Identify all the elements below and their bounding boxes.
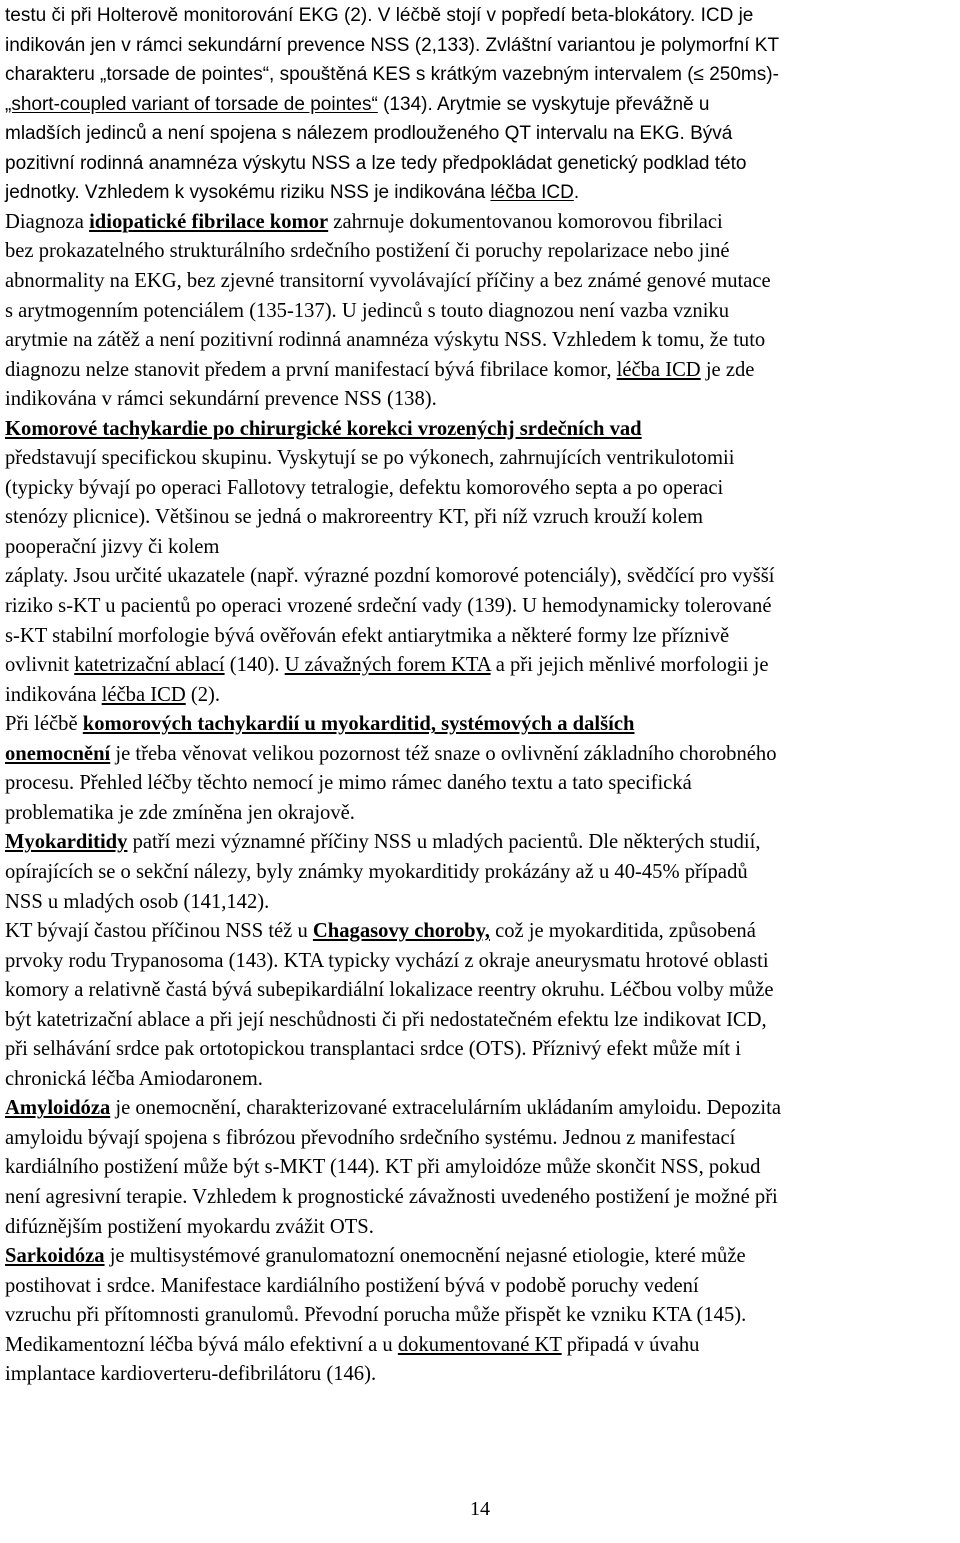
text-segment: je třeba věnovat velikou pozornost též snaze o ovlivnění základního chorobného	[110, 742, 777, 765]
text-line	[5, 1273, 699, 1301]
text-line	[5, 327, 765, 355]
text-line	[5, 91, 709, 119]
text-line	[5, 800, 355, 828]
text-line	[5, 711, 634, 739]
text-segment: není agresivní terapie. Vzhledem k prognostické závažnosti uvedeného postižení je možné při	[5, 1186, 778, 1208]
text-segment: indikována	[5, 683, 102, 706]
underlined-text: léčba ICD	[616, 358, 701, 381]
text-segment: být katetrizační ablace a při její neschůdnosti či při nedostatečném efektu lze indikovat ICD,	[5, 1008, 767, 1031]
underlined-text: Amyloidóza	[5, 1097, 111, 1120]
text-line	[5, 238, 730, 266]
text-segment: pooperační jizvy či kolem	[5, 535, 220, 558]
underlined-text: komorových tachykardií u myokarditid, systémových a dalších	[82, 713, 635, 736]
text-segment: jednotky. Vzhledem k vysokému riziku NSS je indikována	[5, 182, 491, 204]
underlined-text: Komorové tachykardie po chirurgické korekci vrozenýchj srdečních vad	[5, 417, 642, 440]
text-segment: testu či při Holterově monitorování EKG (2). V léčbě stojí v popředí beta-blokátory. ICD je	[5, 5, 754, 26]
text-segment: bez prokazatelného strukturálního srdečního postižení či poruchy repolarizace nebo jiné	[5, 240, 730, 263]
text-line	[5, 889, 269, 917]
text-segment: zahrnuje dokumentovanou komorovou fibrilaci	[328, 210, 723, 233]
text-segment: procesu. Přehled léčby těchto nemocí je mimo rámec daného textu a tato specifická	[5, 772, 692, 795]
underlined-text: onemocnění	[5, 742, 111, 765]
text-line	[5, 1361, 376, 1389]
text-segment: Arytmie se vyskytuje převážně u	[436, 93, 710, 115]
text-line	[5, 120, 732, 148]
text-line	[5, 357, 754, 385]
text-line	[5, 179, 579, 207]
text-segment: kardiálního postižení může být s-MKT (144). KT při amyloidóze může skončit NSS, pokud	[5, 1156, 761, 1179]
underlined-text: idiopatické fibrilace komor	[89, 210, 329, 233]
text-segment: s arytmogenním potenciálem (135-137). U jedinců s touto diagnozou není vazba vzniku	[5, 299, 730, 322]
text-line	[5, 61, 779, 89]
text-segment: je onemocnění, charakterizované extracelulárním ukládaním amyloidu. Depozita	[110, 1097, 782, 1120]
text-line	[5, 268, 771, 296]
text-segment: .	[573, 182, 580, 204]
text-segment: postihovat i srdce. Manifestace kardiálního postižení bývá v podobě poruchy vedení	[5, 1274, 699, 1297]
text-segment: opírajících se o sekční nálezy, byly známky myokarditidy prokázány až u 40-45% případů	[5, 860, 748, 883]
text-segment: představují specifickou skupinu. Vyskytují se po výkonech, zahrnujících ventrikulotomii	[5, 447, 735, 470]
text-segment: Medikamentozní léčba bývá málo efektivní a u	[5, 1333, 398, 1356]
underlined-text: „short-coupled variant of torsade de pointes“	[5, 93, 378, 115]
text-segment: což je myokarditida, způsobená	[489, 920, 756, 943]
text-segment: problematika je zde zmíněna jen okrajově.	[5, 801, 355, 824]
text-segment: patří mezi významné příčiny NSS u mladých pacientů. Dle některých studií,	[127, 831, 761, 854]
text-segment: záplaty. Jsou určité ukazatele (např. výrazné pozdní komorové potenciály), svědčící pro vyšší	[5, 565, 775, 588]
text-line	[5, 298, 729, 326]
text-segment: KT bývají častou příčinou NSS též u	[5, 920, 313, 943]
text-line	[5, 150, 746, 178]
underlined-text: dokumentované KT	[397, 1333, 562, 1356]
text-segment: mladších jedinců a není spojena s nálezem prodlouženého QT intervalu na EKG. Bývá	[5, 123, 733, 145]
text-line	[5, 593, 771, 621]
text-line	[5, 918, 756, 946]
text-line	[5, 534, 219, 562]
text-line	[5, 1332, 699, 1360]
underlined-text: katetrizační ablací	[74, 654, 225, 677]
text-segment: NSS u mladých osob (141,142).	[5, 890, 270, 913]
text-line	[5, 1036, 741, 1064]
text-segment: při selhávání srdce pak ortotopickou transplantaci srdce (OTS). Příznivý efekt může mít i	[5, 1038, 742, 1061]
text-segment: je multisystémové granulomatozní onemocnění nejasné etiologie, které může	[104, 1245, 746, 1268]
text-segment: ovlivnit	[5, 654, 75, 677]
page-number: 14	[470, 1498, 490, 1520]
text-segment: je zde	[700, 358, 755, 381]
text-line	[5, 1214, 374, 1242]
text-line	[5, 2, 753, 30]
text-line	[5, 1066, 263, 1094]
text-line	[5, 652, 769, 680]
text-segment: stenózy plicnice). Většinou se jedná o makroreentry KT, při níž vzruch krouží kolem	[5, 506, 704, 529]
underlined-text: léčba ICD	[101, 683, 186, 706]
text-line	[5, 948, 769, 976]
text-segment: amyloidu bývají spojena s fibrózou převodního srdečního systému. Jednou z manifestací	[5, 1126, 736, 1149]
text-segment: difúznějším postižení myokardu zvážit OTS.	[5, 1215, 374, 1238]
text-line	[5, 32, 779, 60]
text-line	[5, 741, 777, 769]
text-line	[5, 829, 761, 857]
text-segment: (typicky bývají po operaci Fallotovy tetralogie, defektu komorového septa a po operaci	[5, 476, 724, 499]
underlined-text: Sarkoidóza	[5, 1245, 105, 1268]
text-segment: vzruchu při přítomnosti granulomů. Převodní porucha může přispět ke vzniku KTA (145).	[5, 1304, 747, 1327]
text-line	[5, 209, 723, 237]
text-line	[5, 977, 774, 1005]
text-line	[5, 1095, 781, 1123]
text-segment: implantace kardioverteru-defibrilátoru (146).	[5, 1363, 377, 1386]
text-line	[5, 859, 748, 887]
text-line	[5, 623, 729, 651]
text-line	[5, 1125, 735, 1153]
text-segment: charakteru „torsade de pointes“, spouštěná KES s krátkým vazebným intervalem (≤ 250ms)-	[5, 64, 779, 86]
text-segment: Diagnoza	[5, 210, 90, 233]
text-line	[5, 682, 220, 710]
text-line	[5, 1154, 760, 1182]
text-line	[5, 416, 642, 444]
text-segment: Při léčbě	[5, 713, 83, 736]
text-segment: (134).	[377, 93, 437, 115]
underlined-text: Myokarditidy	[5, 831, 128, 854]
text-segment: pozitivní rodinná anamnéza výskytu NSS a lze tedy předpokládat genetický podklad této	[5, 152, 747, 174]
text-line	[5, 563, 775, 591]
text-segment: indikován jen v rámci sekundární prevence NSS (2,133). Zvláštní variantou je polymorfní KT	[5, 34, 780, 56]
underlined-text: Chagasovy choroby,	[312, 920, 490, 943]
text-line	[5, 386, 437, 414]
text-segment: (2).	[185, 683, 221, 706]
text-segment: indikována v rámci sekundární prevence NSS (138).	[5, 388, 437, 411]
text-line	[5, 475, 723, 503]
text-line	[5, 1243, 746, 1271]
text-line	[5, 445, 734, 473]
underlined-text: léčba ICD	[490, 182, 574, 204]
text-line	[5, 1302, 746, 1330]
text-segment: prvoky rodu Trypanosoma (143). KTA typicky vychází z okraje aneurysmatu hrotové oblasti	[5, 949, 769, 972]
text-segment: komory a relativně častá bývá subepikardiální lokalizace reentry okruhu. Léčbou volby může	[5, 979, 774, 1002]
text-segment: a při jejich měnlivé morfologii je	[490, 654, 769, 677]
text-line	[5, 1184, 778, 1212]
text-line	[5, 1007, 767, 1035]
text-segment: chronická léčba Amiodaronem.	[5, 1067, 263, 1090]
text-segment: riziko s-KT u pacientů po operaci vrozené srdeční vady (139). U hemodynamicky tolerované	[5, 595, 772, 617]
text-segment: připadá v úvahu	[561, 1333, 700, 1356]
underlined-text: U závažných forem KTA	[284, 654, 491, 677]
text-segment: diagnozu nelze stanovit předem a první manifestací bývá fibrilace komor,	[5, 358, 617, 381]
text-segment: s-KT stabilní morfologie bývá ověřován efekt antiarytmika a některé formy lze příznivě	[5, 624, 730, 647]
text-segment: abnormality na EKG, bez zjevné transitorní vyvolávající příčiny a bez známé genové mutace	[5, 269, 771, 292]
text-segment: arytmie na zátěž a není pozitivní rodinná anamnéza výskytu NSS. Vzhledem k tomu, že tuto	[5, 329, 766, 352]
text-line	[5, 770, 692, 798]
text-segment: (140).	[224, 654, 285, 677]
text-line	[5, 504, 703, 532]
